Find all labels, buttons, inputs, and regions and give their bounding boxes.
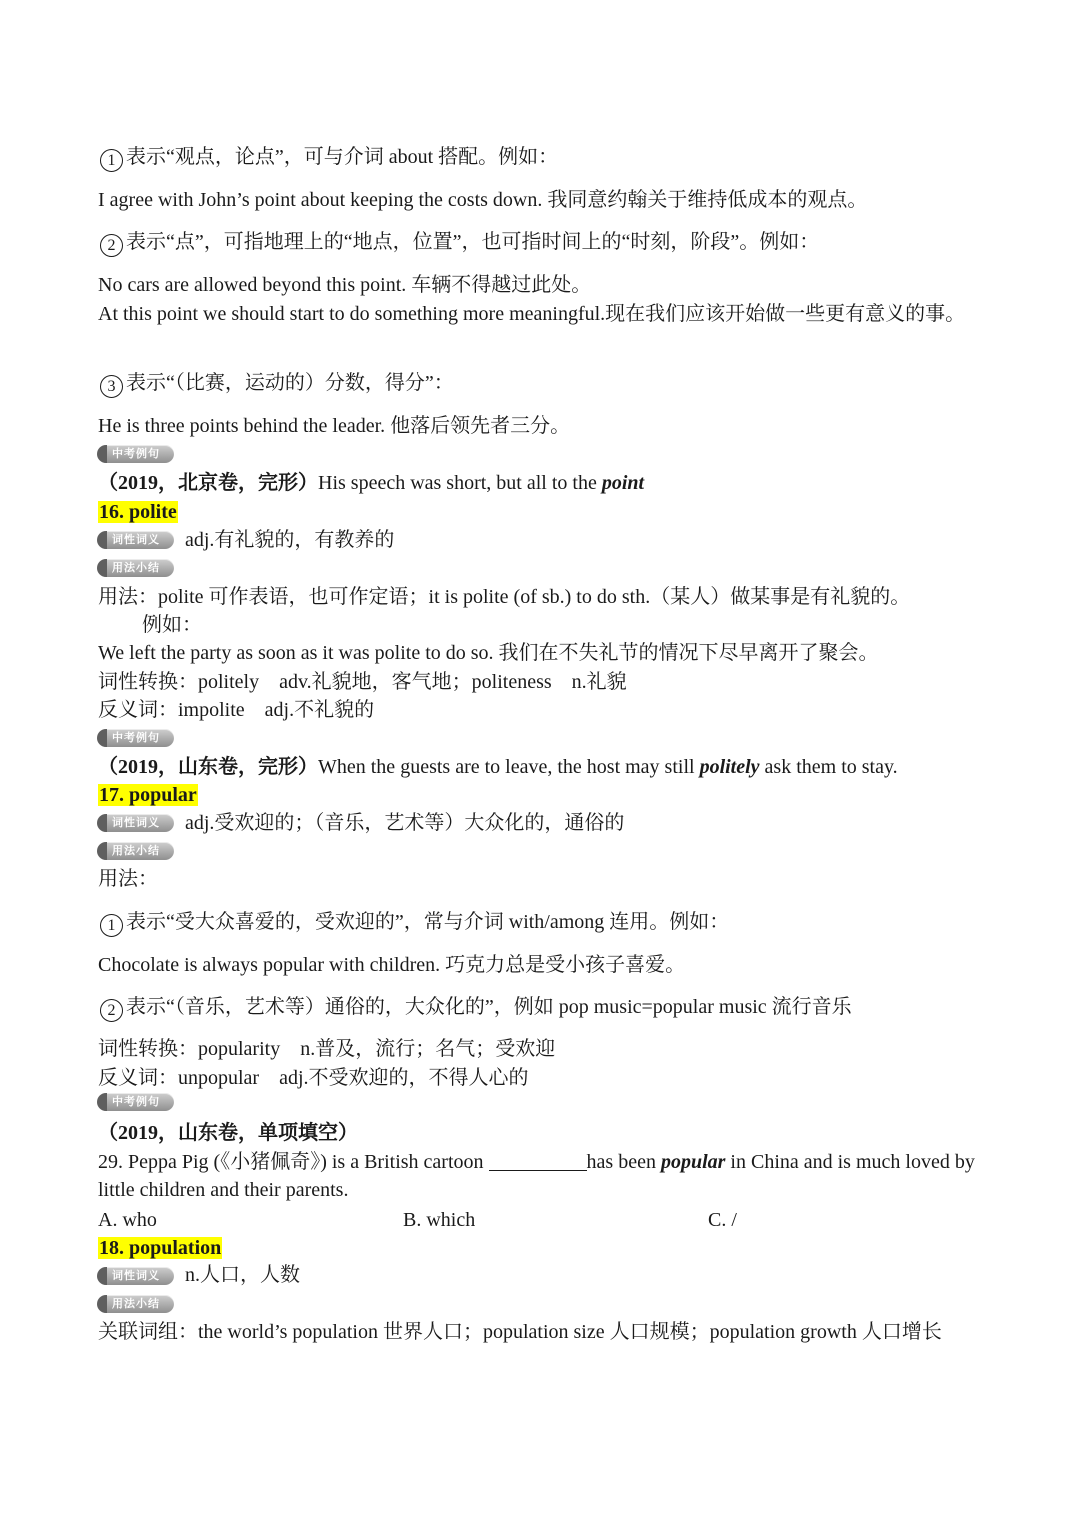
point-example-1: I agree with John’s point about keeping the costs down. 我同意约翰关于维持低成本的观点。 xyxy=(98,189,868,211)
pos-meaning-tag: 词性词义 xyxy=(98,814,174,832)
population-phrases: 关联词组：the world’s population 世界人口；population size 人口规模；population growth 人口增长 xyxy=(98,1321,942,1343)
circled-number-1: 1 xyxy=(100,914,123,937)
polite-antonym: 反义词：impolite adj.不礼貌的 xyxy=(98,699,375,721)
entry-17-heading: 17. popular xyxy=(99,784,197,806)
usage-summary-tag: 用法小结 xyxy=(98,1295,174,1313)
point-sense-2: 2 表示“点”，可指地理上的“地点，位置”，也可指时间上的“时刻，阶段”。例如： xyxy=(98,230,988,257)
entry-16-heading: 16. polite xyxy=(99,501,177,523)
popular-exam-source: （2019，山东卷，单项填空） xyxy=(98,1122,358,1144)
answer-blank xyxy=(489,1152,587,1171)
point-exam-sentence: （2019，北京卷，完形）His speech was short, but all to the point xyxy=(98,472,645,494)
popular-exam-options xyxy=(98,1208,988,1232)
usage-summary-tag: 用法小结 xyxy=(98,842,174,860)
popular-conversion: 词性转换：popularity n.普及，流行；名气；受欢迎 xyxy=(98,1038,556,1060)
population-meaning: n.人口，人数 xyxy=(185,1264,300,1286)
popular-example-1: Chocolate is always popular with children. 巧克力总是受小孩子喜爱。 xyxy=(98,954,686,976)
point-example-2a: No cars are allowed beyond this point. 车辆不得越过此处。 xyxy=(98,274,592,296)
polite-example: We left the party as soon as it was polite to do so. 我们在不失礼节的情况下尽早离开了聚会。 xyxy=(98,642,879,664)
exam-example-tag: 中考例句 xyxy=(98,729,174,747)
popular-meaning: adj.受欢迎的；（音乐，艺术等）大众化的，通俗的 xyxy=(185,812,625,834)
popular-usage-label: 用法： xyxy=(98,868,158,890)
point-example-3: He is three points behind the leader. 他落后领先者三分。 xyxy=(98,415,571,437)
point-sense-1: 1 表示“观点，论点”，可与介词 about 搭配。例如： xyxy=(98,145,988,172)
polite-conversion: 词性转换：politely adv.礼貌地，客气地；politeness n.礼貌 xyxy=(98,671,627,693)
polite-exam-sentence: （2019，山东卷，完形）When the guests are to leave, the host may still politely ask them to stay. xyxy=(98,756,898,778)
option-c: C. / xyxy=(708,1209,737,1231)
circled-number-1: 1 xyxy=(100,149,123,172)
option-a: A. who xyxy=(98,1209,157,1231)
circled-number-2: 2 xyxy=(100,999,123,1022)
popular-antonym: 反义词：unpopular adj.不受欢迎的，不得人心的 xyxy=(98,1067,529,1089)
polite-usage: 用法：polite 可作表语，也可作定语；it is polite (of sb.) to do sth.（某人）做某事是有礼貌的。 xyxy=(98,586,911,608)
polite-meaning: adj.有礼貌的，有教养的 xyxy=(185,529,395,551)
pos-meaning-tag: 词性词义 xyxy=(98,531,174,549)
pos-meaning-tag: 词性词义 xyxy=(98,1267,174,1285)
polite-example-label: 例如： xyxy=(142,614,202,636)
exam-example-tag: 中考例句 xyxy=(98,445,174,463)
usage-summary-tag: 用法小结 xyxy=(98,559,174,577)
popular-sense-1: 1 表示“受大众喜爱的，受欢迎的”，常与介词 with/among 连用。例如： xyxy=(98,910,988,937)
popular-exam-question: 29. Peppa Pig (《小猪佩奇》) is a British cartoon has been popular in China and is much loved by little children and their parents. xyxy=(98,1151,975,1201)
point-example-2b: At this point we should start to do something more meaningful.现在我们应该开始做一些更有意义的事。 xyxy=(98,303,966,325)
exam-example-tag: 中考例句 xyxy=(98,1093,174,1111)
circled-number-3: 3 xyxy=(100,375,123,398)
circled-number-2: 2 xyxy=(100,234,123,257)
popular-sense-2: 2 表示“（音乐，艺术等）通俗的，大众化的”，例如 pop music=popular music 流行音乐 xyxy=(98,995,988,1022)
point-sense-3: 3 表示“（比赛，运动的）分数，得分”： xyxy=(98,371,988,398)
option-b: B. which xyxy=(403,1209,476,1231)
entry-18-heading: 18. population xyxy=(99,1237,222,1259)
